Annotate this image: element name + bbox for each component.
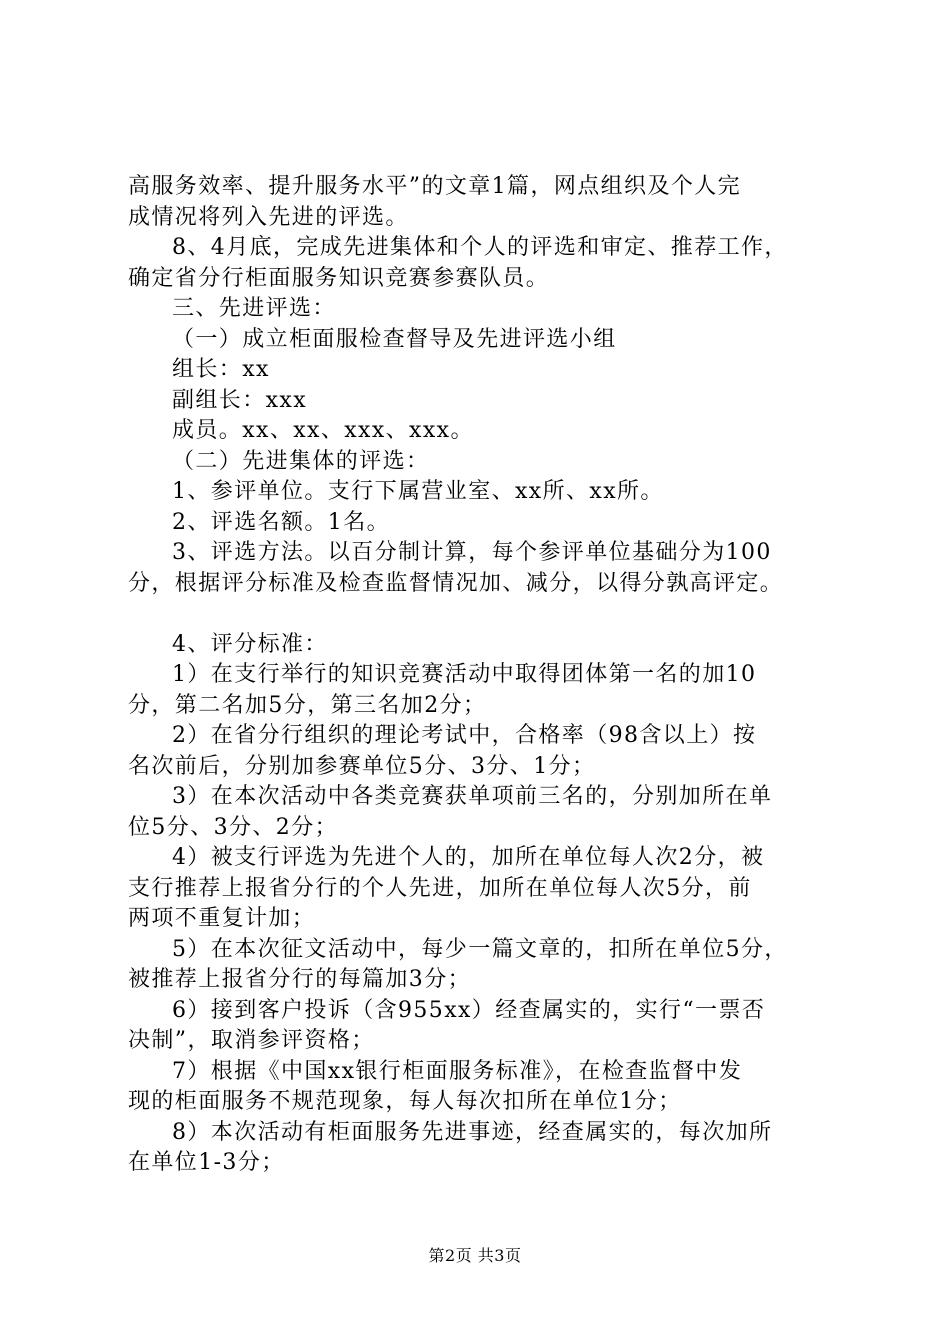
text-line: （一）成立柜面服检查督导及先进评选小组	[172, 326, 617, 352]
page-footer: 第2页 共3页	[428, 1246, 522, 1265]
document-body	[128, 172, 848, 1179]
text-line: 4、评分标准：	[172, 631, 328, 657]
text-line: 组长：xx	[172, 357, 270, 382]
text-line: 位5分、3分、2分；	[128, 814, 338, 840]
text-line: 6）接到客户投诉（含955xx）经查属实的，实行“一票否	[172, 997, 766, 1023]
text-line: （二）先进集体的评选：	[172, 448, 430, 474]
text-line: 2、评选名额。1名。	[172, 509, 390, 535]
text-line: 确定省分行柜面服务知识竞赛参赛队员。	[128, 265, 550, 291]
text-line: 2）在省分行组织的理论考试中，合格率（98含以上）按	[172, 723, 757, 748]
text-line: 7）根据《中国xx银行柜面服务标准》，在检查监督中发	[172, 1058, 743, 1084]
text-line: 副组长：xxx	[172, 387, 308, 413]
text-line: 成员。xx、xx、xxx、xxx。	[172, 418, 474, 443]
text-line: 分，第二名加5分，第三名加2分；	[128, 692, 487, 718]
text-line: 3、评选方法。以百分制计算，每个参评单位基础分为100	[172, 540, 772, 565]
text-line: 4）被支行评选为先进个人的，加所在单位每人次2分，被	[172, 845, 765, 870]
text-line: 支行推荐上报省分行的个人先进，加所在单位每人次5分，前	[128, 875, 752, 901]
text-line: 决制”，取消参评资格；	[128, 1028, 375, 1053]
text-line: 两项不重复计加；	[128, 906, 316, 931]
text-line: 8、4月底，完成先进集体和个人的评选和审定、推荐工作，	[172, 235, 788, 260]
text-line: 3）在本次活动中各类竞赛获单项前三名的，分别加所在单	[172, 784, 773, 809]
text-line: 1、参评单位。支行下属营业室、xx所、xx所。	[172, 479, 664, 504]
text-line: 被推荐上报省分行的每篇加3分；	[128, 967, 471, 992]
text-line: 分，根据评分标准及检查监督情况加、减分，以得分孰高评定。	[128, 570, 784, 596]
text-line: 8）本次活动有柜面服务先进事迹，经查属实的，每次加所	[172, 1119, 773, 1145]
text-line: 现的柜面服务不规范现象，每人每次扣所在单位1分；	[128, 1089, 682, 1114]
blank-line	[128, 599, 848, 630]
text-line: 高服务效率、提升服务水平”的文章1篇，网点组织及个人完	[128, 174, 742, 199]
text-line: 5）在本次征文活动中，每少一篇文章的，扣所在单位5分，	[172, 936, 788, 962]
text-line: 三、先进评选：	[172, 296, 336, 321]
text-line: 1）在支行举行的知识竞赛活动中取得团体第一名的加10	[172, 662, 757, 687]
text-line: 成情况将列入先进的评选。	[128, 204, 409, 230]
text-line: 在单位1-3分；	[128, 1150, 285, 1175]
text-line: 名次前后，分别加参赛单位5分、3分、1分；	[128, 753, 596, 779]
